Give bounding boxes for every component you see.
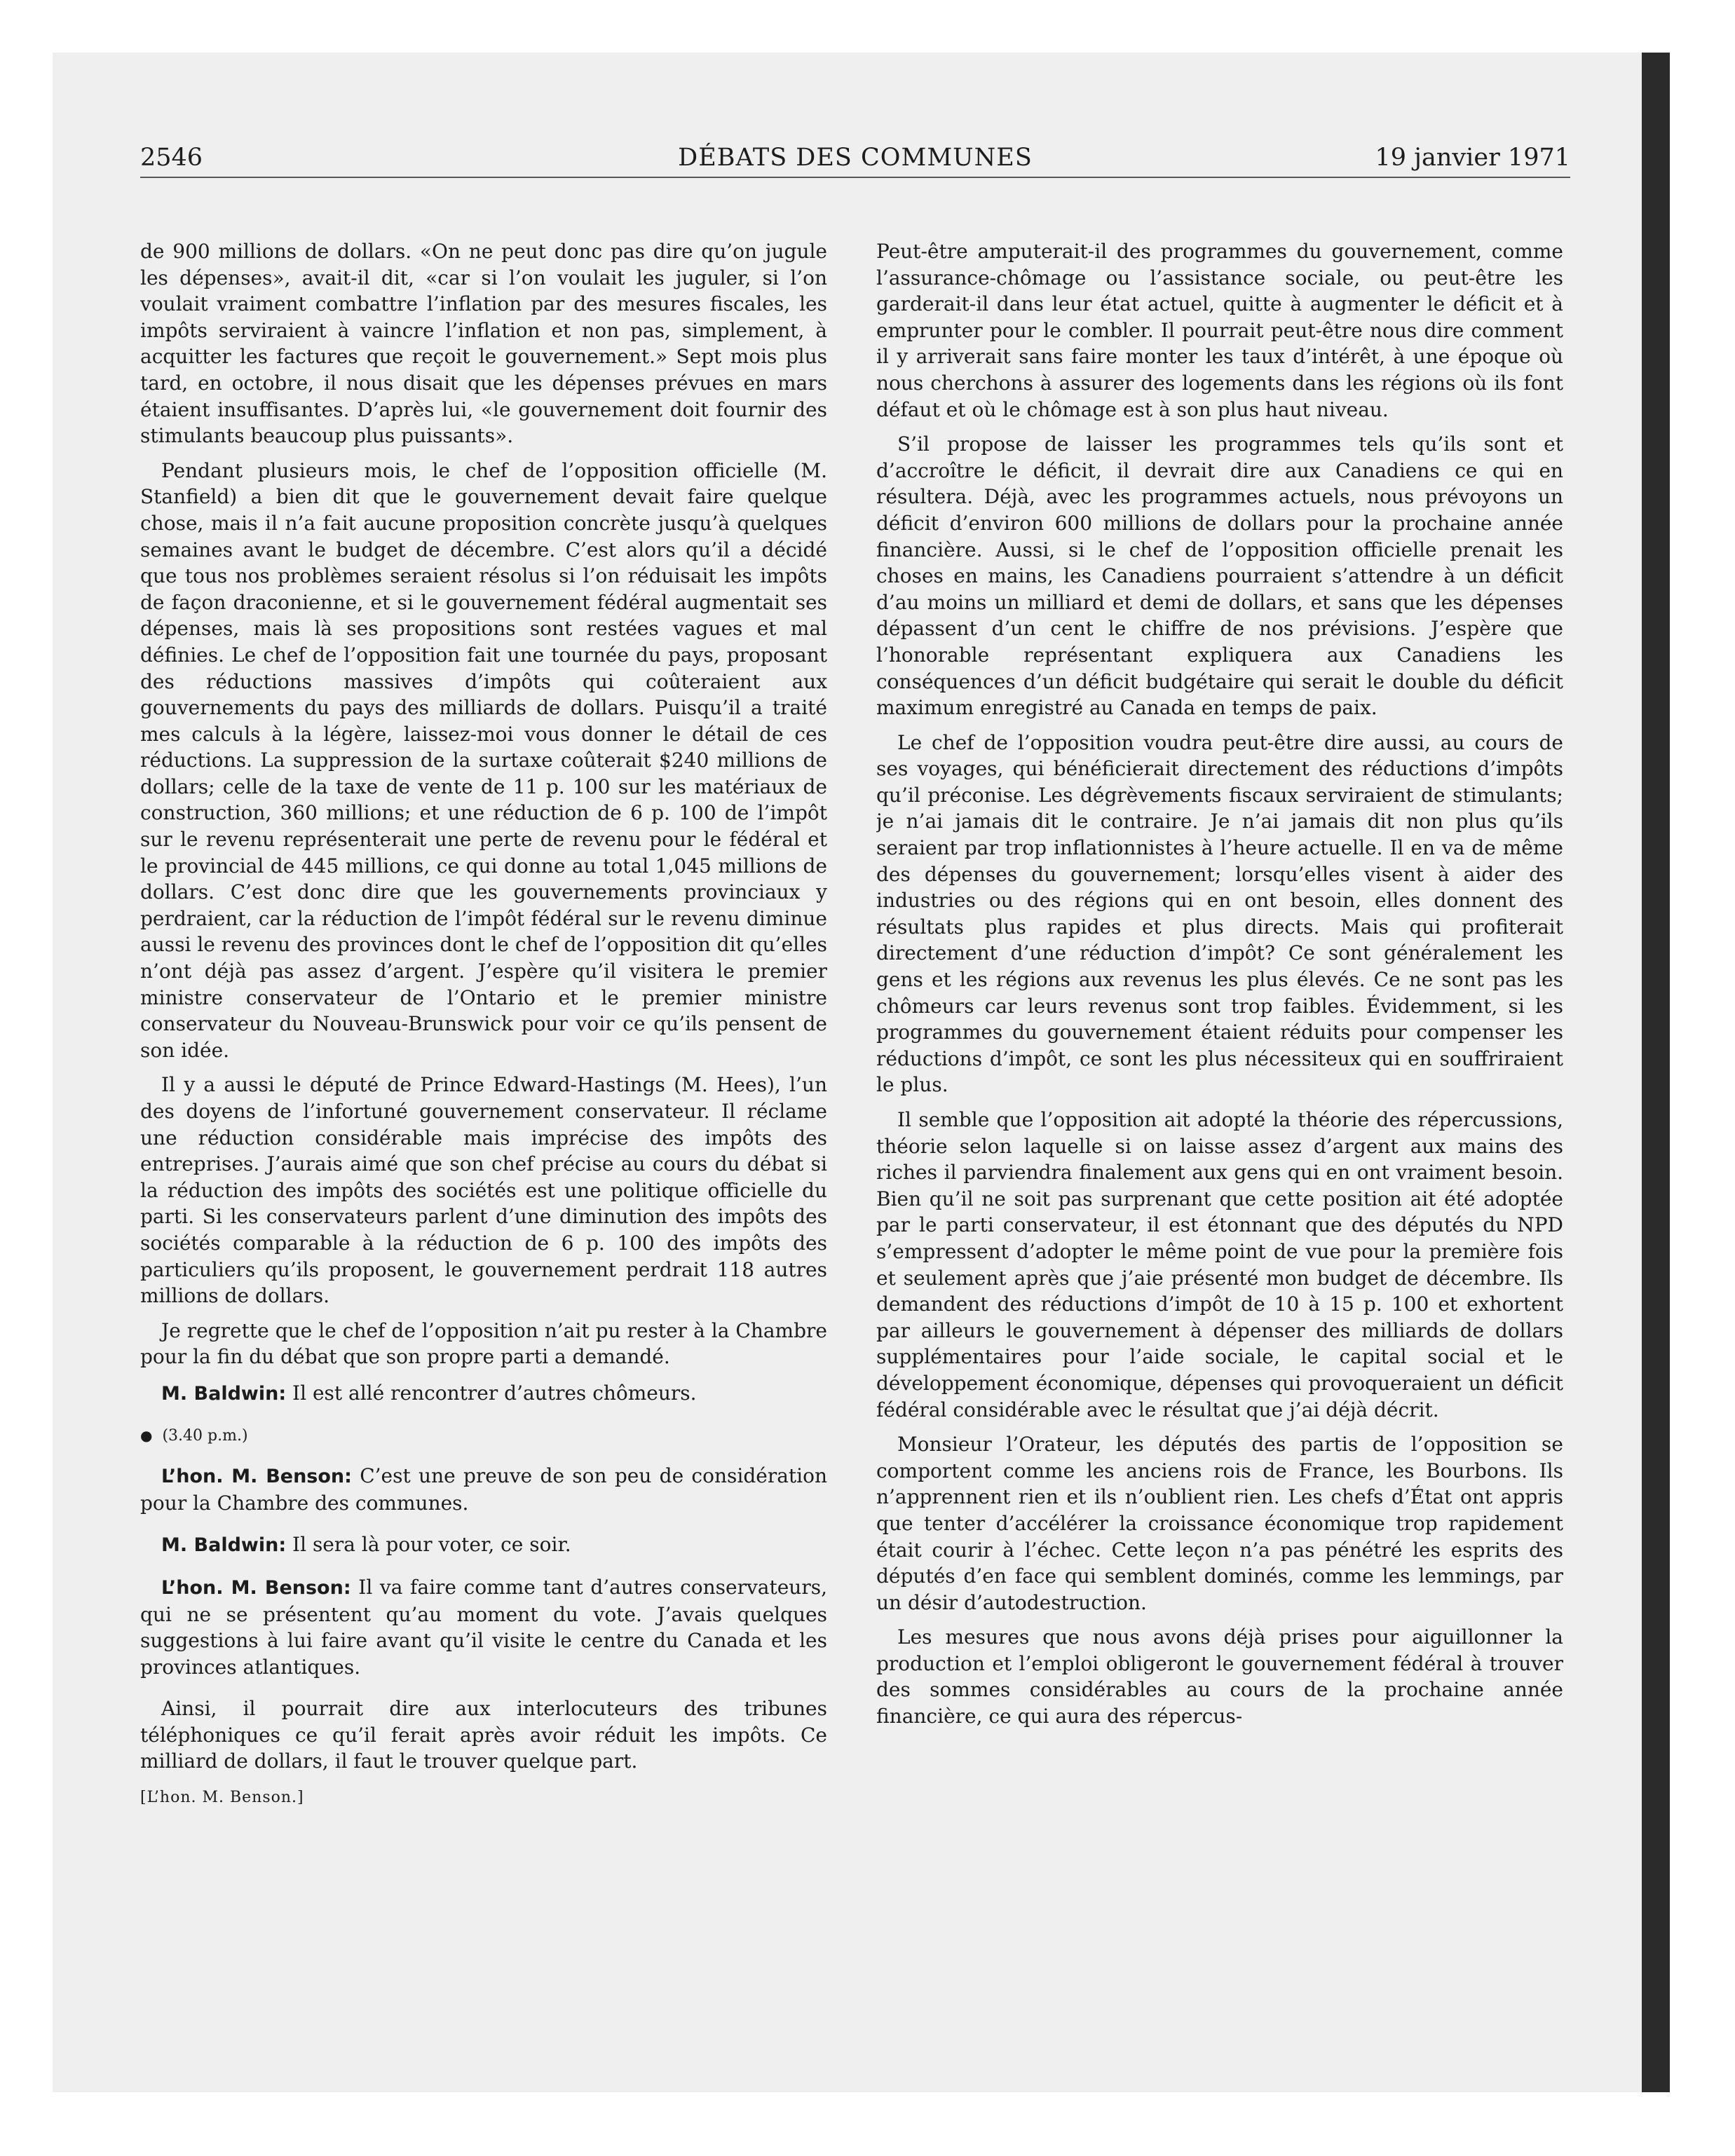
- bullet-icon: ●: [140, 1426, 153, 1444]
- speaker-attribution: [L’hon. M. Benson.]: [140, 1789, 304, 1807]
- paragraph: Ainsi, il pourrait dire aux interlocuteurs des tribunes téléphoniques ce qu’il ferait après avoir réduit les impôts. Ce milliard de dollars, il faut le trouver quelque part.: [140, 1697, 827, 1773]
- speech-text: Il sera là pour voter, ce soir.: [286, 1533, 571, 1557]
- paragraph: Peut-être amputerait-il des programmes du gouvernement, comme l’assurance-chômage ou l’assistance sociale, ou peut-être les garderait-il dans leur état actuel, quitte à augmenter le déficit et à emprunter pour le combler. Il pourrait peut-être nous dire comment il y arriverait sans faire monter les taux d’intérêt, à une époque où nous cherchons à assurer des logements dans les régions où ils font défaut et où le chômage est à son plus haut niveau.: [876, 240, 1563, 421]
- speech: [140, 1463, 827, 1516]
- right-column: [876, 238, 1563, 1977]
- speech-text: Il va faire comme tant d’autres conservateurs, qui ne se présentent qu’au moment du vote. J’avais quelques suggestions à lui faire avant qu’il visite le centre du Canada et les provinces atlantiques.: [140, 1575, 827, 1679]
- paragraph: Je regrette que le chef de l’opposition n’ait pu rester à la Chambre pour la fin du débat que son propre parti a demandé.: [140, 1318, 827, 1369]
- header-rule: [140, 177, 1570, 178]
- speech: [140, 1531, 827, 1559]
- left-column: [140, 238, 827, 1977]
- paragraph: Il y a aussi le député de Prince Edward-Hastings (M. Hees), l’un des doyens de l’infortuné gouvernement conservateur. Il réclame une réduction considérable mais imprécise des impôts des entreprises. J’aurais aimé que son chef précise au cours du débat si la réduction des impôts des sociétés est une politique officielle du parti. Si les conservateurs parlent d’une diminution des impôts des sociétés comparable à la réduction de 6 p. 100 des impôts des particuliers qu’ils proposent, le gouvernement perdrait 118 autres millions de dollars.: [140, 1073, 827, 1308]
- paragraph: Monsieur l’Orateur, les députés des partis de l’opposition se comportent comme les anciens rois de France, les Bourbons. Ils n’apprennent rien et ils n’oublient rien. Les chefs d’État ont appris que tenter d’accélérer la croissance économique trop rapidement était courir à l’échec. Cette leçon n’a pas pénétré les esprits des députés d’en face qui semblent dominés, comme les lemmings, par un désir d’autodestruction.: [876, 1433, 1563, 1614]
- speech: [140, 1380, 827, 1407]
- speech: [140, 1574, 827, 1680]
- paragraph: Les mesures que nous avons déjà prises pour aiguillonner la production et l’emploi obligeront le gouvernement fédéral à trouver des sommes considérables au cours de la prochaine année financière, ce qui aura des répercus-: [876, 1625, 1563, 1728]
- scan-edge-shadow: [1642, 53, 1670, 2092]
- page-date: 19 janvier 1971: [1375, 144, 1570, 172]
- paragraph: Pendant plusieurs mois, le chef de l’opposition officielle (M. Stanfield) a bien dit que le gouvernement devait faire quelque chose, mais il n’a fait aucune proposition concrète jusqu’à quelques semaines avant le budget de décembre. C’est alors qu’il a décidé que tous nos problèmes seraient résolus si l’on réduisait les impôts de façon draconienne, et si le gouvernement fédéral augmentait ses dépenses, mais là ses propositions sont restées vagues et mal définies. Le chef de l’opposition fait une tournée du pays, proposant des réductions massives d’impôts qui coûteraient aux gouvernements du pays des milliards de dollars. Puisqu’il a traité mes calculs à la légère, laissez-moi vous donner le détail de ces réductions. La suppression de la surtaxe coûterait $240 millions de dollars; celle de la taxe de vente de 11 p. 100 sur les matériaux de construction, 360 millions; et une réduction de 6 p. 100 de l’impôt sur le revenu représenterait une perte de revenu pour le fédéral et le provincial de 445 millions, ce qui donne au total 1,045 millions de dollars. C’est donc dire que les gouvernements provinciaux y perdraient, car la réduction de l’impôt fédéral sur le revenu diminue aussi le revenu des provinces dont le chef de l’opposition dit qu’elles n’ont déjà pas assez d’argent. J’espère qu’il visitera le premier ministre conservateur de l’Ontario et le premier ministre conservateur du Nouveau-Brunswick pour voir ce qu’ils pensent de son idée.: [140, 458, 827, 1062]
- paragraph: Il semble que l’opposition ait adopté la théorie des répercussions, théorie selon laquelle si on laisse assez d’argent aux mains des riches il parviendra finalement aux gens qui en ont vraiment besoin. Bien qu’il ne soit pas surprenant que cette position ait été adoptée par le parti conservateur, il est étonnant que des députés du NPD s’empressent d’adopter le même point de vue pour la première fois et seulement après que j’aie présenté mon budget de décembre. Ils demandent des réductions d’impôt de 10 à 15 p. 100 et exhortent par ailleurs le gouvernement à dépenser des milliards de dollars supplémentaires pour l’aide sociale, le capital social et le développement économique, dépenses qui provoqueraient un déficit fédéral considérable avec le résultat que j’ai déjà décrit.: [876, 1108, 1563, 1421]
- page-number: 2546: [140, 144, 203, 172]
- speaker-name: L’hon. M. Benson:: [161, 1576, 351, 1599]
- speaker-name: M. Baldwin:: [161, 1382, 287, 1405]
- speaker-name: L’hon. M. Benson:: [161, 1466, 352, 1488]
- speech-text: C’est une preuve de son peu de considération pour la Chambre des communes.: [140, 1464, 827, 1515]
- paragraph: S’il propose de laisser les programmes tels qu’ils sont et d’accroître le déficit, il devrait dire aux Canadiens ce qui en résultera. Déjà, avec les programmes actuels, nous prévoyons un déficit d’environ 600 millions de dollars pour la prochaine année financière. Aussi, si le chef de l’opposition officielle prenait les choses en mains, les Canadiens pourraient s’attendre à un déficit d’au moins un milliard et demi de dollars, et sans que les dépenses dépassent d’un cent le chiffre de nos prévisions. J’espère que l’honorable représentant expliquera aux Canadiens les conséquences d’un déficit budgétaire qui serait le double du déficit maximum enregistré au Canada en temps de paix.: [876, 432, 1563, 720]
- paragraph: Le chef de l’opposition voudra peut-être dire aussi, au cours de ses voyages, qui bénéficierait directement des réductions d’impôts qu’il préconise. Les dégrèvements fiscaux serviraient de stimulants; je n’ai jamais dit le contraire. Je n’ai jamais dit non plus qu’ils seraient par trop inflationnistes à l’heure actuelle. Il en va de même des dépenses du gouvernement; lorsqu’elles visent à aider des industries ou des régions qui en ont besoin, elles donnent des résultats plus rapides et plus directs. Mais qui profiterait directement d’une réduction d’impôt? Ce sont généralement les gens et les régions aux revenus les plus élevés. Ce ne sont pas les chômeurs car leurs revenus sont trop faibles. Évidemment, si les programmes du gouvernement étaient réduits pour compenser les réductions d’impôt, ce sont les plus nécessiteux qui en souffriraient le plus.: [876, 730, 1563, 1097]
- time-text: (3.40 p.m.): [162, 1426, 248, 1445]
- paragraph: de 900 millions de dollars. «On ne peut donc pas dire qu’on jugule les dépenses», avait-il dit, «car si l’on voulait les juguler, si l’on voulait vraiment combattre l’inflation par des mesures fiscales, les impôts serviraient à vaincre l’inflation et non pas, simplement, à acquitter les factures que reçoit le gouvernement.» Sept mois plus tard, en octobre, il nous disait que les dépenses prévues en mars étaient insuffisantes. D’après lui, «le gouvernement doit fournir des stimulants beaucoup plus puissants».: [140, 240, 827, 448]
- speech-text: Il est allé rencontrer d’autres chômeurs.: [286, 1381, 697, 1405]
- time-marker: [140, 1423, 827, 1449]
- speaker-name: M. Baldwin:: [161, 1534, 287, 1557]
- publication-title: DÉBATS DES COMMUNES: [678, 144, 1033, 172]
